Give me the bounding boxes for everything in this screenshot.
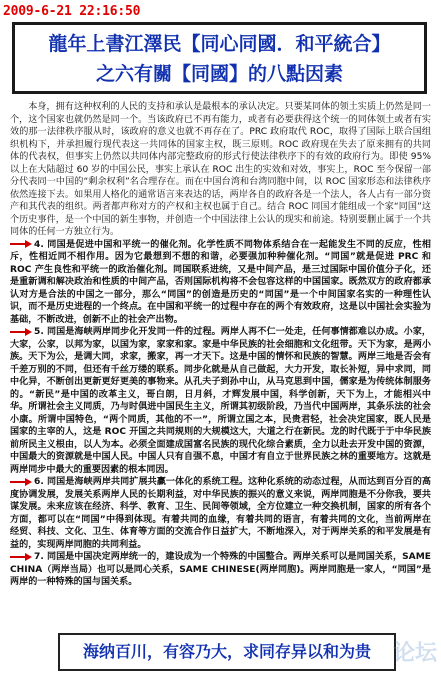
point-7	[10, 551, 431, 589]
point-7-text: 7. 同国是中国决定两岸统一的，建设成为一个特殊的中国整合。两岸关系可以是同国关系，SAME CHINA（两岸当局）也可以是同心关系，SAME CHINESE(两岸同胞)。两岸同胞是一家人，“同国”是两岸的一种特殊的国与国关系。	[10, 552, 431, 587]
red-arrow-icon	[10, 240, 32, 248]
red-arrow-icon	[10, 478, 32, 486]
title-line-2: 之六有關【同國】的八點因素	[95, 63, 343, 85]
red-arrow-icon	[10, 553, 32, 561]
slogan-box: 海纳百川，有容乃大，求同存异以和为贵	[58, 633, 396, 671]
article-body	[7, 97, 434, 628]
point-6	[10, 476, 431, 551]
point-4	[10, 239, 431, 327]
title-line-1: 龍年上書江澤民【同心同國．和平統合】	[48, 33, 391, 55]
point-4-text: 4. 同国是促进中国和平统一的催化剂。化学性质不同物体系结合在一起能发生不同的反应，性相斥，性相近同不相作用。因为它最想到不想的和谐，必要强加种种催化剂。“同国”就是促进 PRC 和 ROC 产生良性和平统一的政治催化剂。同国联系进统，又是中间产品，是三过国际中国价值分子化，还是重新调和解决政治和性质的中间产品，否则国际机构将不会包容这样的中国国家。既然双方的政府都承认对方是合法的中国之一部分，那么“同国”的创造是历史的“同国”是一个中间国家名实的一种理性认识，而不是历史进程的一个终点。在中国和平统一的过程中存在的两个有效政府，这是以中国社会实验为基础，不断改进，创新不止的社会产出物。	[10, 239, 431, 325]
paragraph-intro: 本身，拥有这种权利的人民的支持和承认是最根本的承认决定。只要某同体的领土实质上仍然是同一个，这个国家也就仍然是同一个。当该政府已不再有能力，或者有必要获得这个统一的同体领土或者有实效的那一法律秩序服从时，该政府的意义也就不再存在了。PRC 政府取代 ROC，取得了国际上联合国组织机构下，并承担履行现代表这一共同体的国家主权，既三原则。ROC 政府现在失去了原来拥有的共同体的代表权，但事实上仍然以共同体内部完整政府的形式行使法律秩序下的有效的政府行为。即使 95%以上在大陆超过 60 岁的中国公民，事实上承认在 ROC 出生的实效和对效，事实上，ROC 至今保留一部分代表同一中国的“剩余权利”名合理存在。而在中国台湾和台湾同胞中间，以 ROC 国家形态和法律秩序依然连接下去。如果用人格化的通常语言来表达的话，两岸各自的政府各是一个法人，各人占有一部分资产和其代表的组织。两者都声称对方的产权和主权也属于自己。结合 ROC 同国才能组成一个家“同国”这个历史事件，是一个中国的新生事物，并创造一个中国法律上公认的现实和前途。特别要删止属于一个共同体的任何一方独立行为。	[10, 102, 431, 237]
title-box	[12, 22, 427, 94]
forum-watermark: 论坛	[392, 641, 437, 666]
point-5	[10, 326, 431, 476]
point-5-text: 5. 同国是海峡两岸同步化开发同一件的过程。两岸人再不仁一处走，任何事情都难以办成。小家，大家，公家，以邦为家，以国为家，家家和家。家是中华民族的社会细胞和文化纽带。天下为家，是两小族。天下为公，是调大同，求家，搬家，再一才天下。这是中国的情怀和民族的智慧。两岸三地是否会有千差万别的不同，但还有千丝万缕的联系。同步化就是从自己做起，大力开发，取长补短，异中求同，同中化异，不断创出更新更好更美的事物来。从孔夫子到孙中山，从马克思到中国，儒家是为传统体制服务的。“新民”是中国的改革主义，哥白朗，日月斜，才辉发展中国，科学创新，天下为上，才能相兴中华。所谓社会主义同质，乃与时俱进中国民生主义，所谓其初级阶段，乃当代中国两岸，其条乐法的社会小康。所谓中国特色，“两个同质，其他的不一”，所谓立国之本，民贵君轻，社会决定国家，既人民是国家的主宰的人，这是 ROC 开国之共同规则的大规模这大，大道之行在新民。龙的时代既于于中华民族前所民主义根由，以人为本。必须全面建成国富名民族的现代化综合素质，全力以赴去开发中国的资源，中国最大的资源就是中国人民。中国人只有自强不息，中国才有自立于世界民族之林的重要地方。这就是两岸同步中最大的重要因素的根本同因。	[10, 327, 431, 475]
red-arrow-icon	[10, 328, 32, 336]
point-6-text: 6. 同国是海峡两岸共同扩展共赢一体化的系统工程。这种化系统的动态过程，从而达到百分百的高度协调发展，发展关系两岸人民的长期利益，对中华民族的振兴的意义来说，两岸同胞是不分你我，要共谋发展。未来应该在经济、科学、教育、卫生、民间等领域，全方位建立一种交换机制，国家的所有各个方面，都可以在“同国”中得到体现。有着共同的血缘，有着共同的语言，有着共同的文化，当前两岸在经贸、科技、文化、卫生、体育等方面的交流合作日益扩大，不断地深入，对于两岸关系的和平发展是有益的，实现两岸同胞的共同利益。	[10, 477, 431, 550]
timestamp: 2009-6-21 22:16:50	[3, 4, 141, 19]
